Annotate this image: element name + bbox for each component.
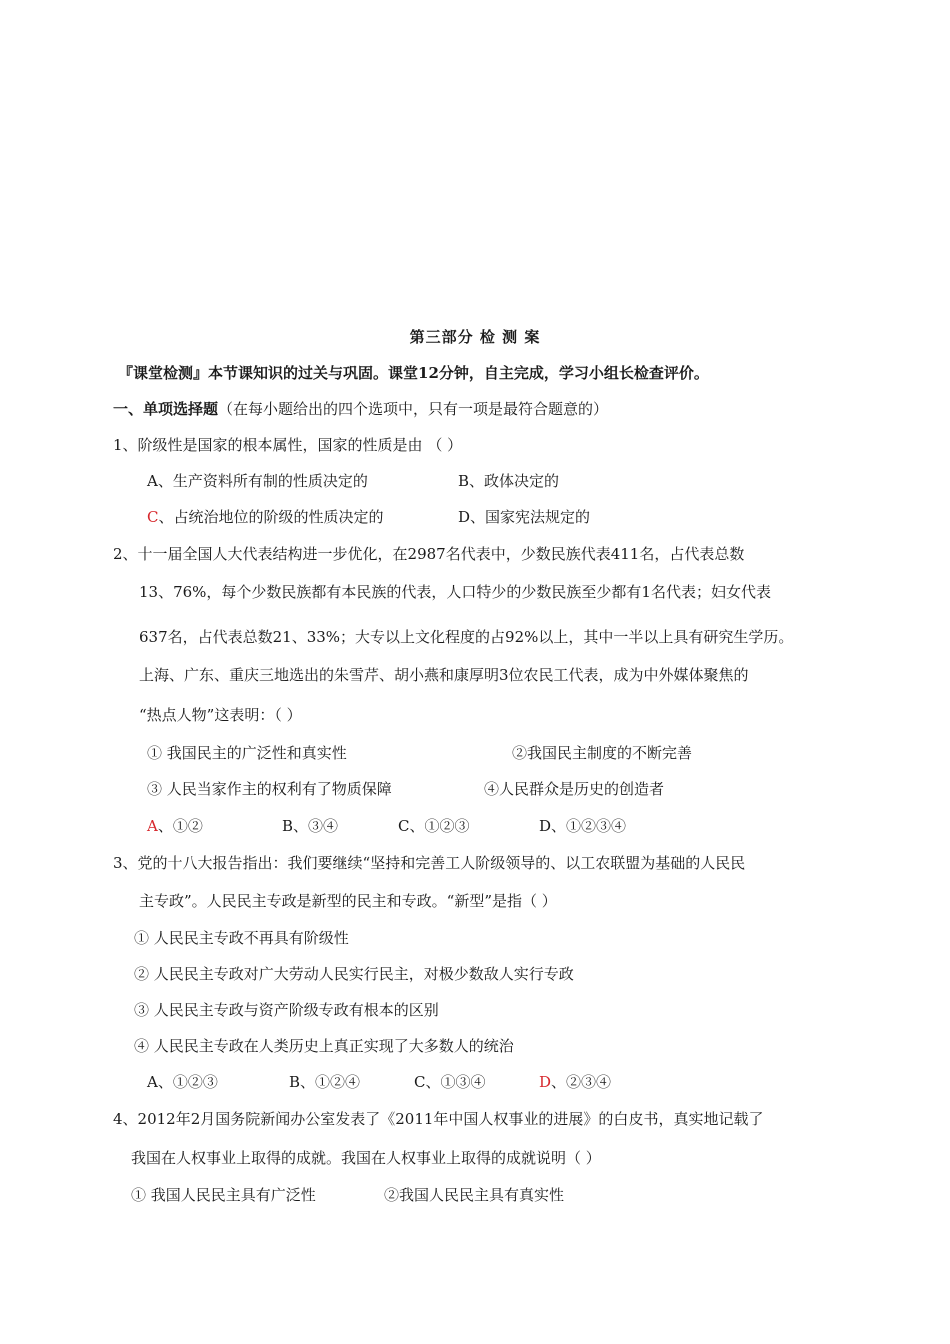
option-b [282, 815, 338, 837]
option-text: A [147, 1073, 158, 1091]
option-text: C [414, 1073, 426, 1091]
option-d [458, 506, 590, 528]
option-d [539, 1071, 611, 1093]
option-text: 、政体决定的 [469, 472, 560, 490]
option-a [147, 1071, 218, 1093]
option-text: C [398, 817, 410, 835]
question-stem-line: 2、十一届全国人大代表结构进一步优化，在2987名代表中，少数民族代表411名，占代表总数 [113, 545, 745, 563]
option-d [539, 815, 626, 837]
option-text: 、占统治地位的阶级的性质决定的 [158, 508, 384, 526]
option-text: 、①③④ [425, 1073, 486, 1091]
question-stem-line: 1、阶级性是国家的根本属性，国家的性质是由 （ ） [113, 436, 463, 454]
option-text: 、①②③ [409, 817, 470, 835]
option-text: D [458, 508, 471, 526]
option-text: 、①② [157, 817, 203, 835]
statement: ② 人民民主专政对广大劳动人民实行民主，对极少数敌人实行专政 [134, 965, 574, 983]
question-stem-line: 3、党的十八大报告指出：我们要继续“坚持和完善工人阶级领导的、以工农联盟为基础的人民民 [113, 854, 746, 872]
option-text: 、①②③ [157, 1073, 218, 1091]
question-stem-line: 13、76%，每个少数民族都有本民族的代表，人口特少的少数民族至少都有1名代表；妇女代表 [139, 583, 771, 601]
question-stem-line: 主专政”。人民民主专政是新型的民主和专政。“新型”是指（ ） [139, 892, 557, 910]
option-text: D [539, 817, 552, 835]
classroom-test-heading: 『课堂检测』本节课知识的过关与巩固。课堂12分钟，自主完成，学习小组长检查评价。 [118, 364, 709, 382]
option-text: 、生产资料所有制的性质决定的 [157, 472, 368, 490]
question-stem-line: 我国在人权事业上取得的成就。我国在人权事业上取得的成就说明（ ） [131, 1149, 601, 1167]
question-stem-line: “热点人物”这表明：（ ） [139, 706, 302, 724]
question-stem-line: 上海、广东、重庆三地选出的朱雪芹、胡小燕和康厚明3位农民工代表，成为中外媒体聚焦的 [139, 666, 749, 684]
statement: ③ 人民民主专政与资产阶级专政有根本的区别 [134, 1001, 439, 1019]
statement: ① 我国人民民主具有广泛性 [131, 1186, 316, 1204]
option-text: A [147, 472, 158, 490]
statement: ②我国民主制度的不断完善 [512, 744, 693, 762]
statement: ③ 人民当家作主的权利有了物质保障 [147, 780, 392, 798]
option-text: 、①②③④ [551, 817, 627, 835]
option-c [398, 815, 470, 837]
statement: ②我国人民民主具有真实性 [384, 1186, 565, 1204]
option-text: B [289, 1073, 301, 1091]
option-text: 、③④ [293, 817, 339, 835]
section-title: 第三部分 检 测 案 [409, 328, 541, 346]
question-stem-line: 4、2012年2月国务院新闻办公室发表了《2011年中国人权事业的进展》的白皮书，真实地记载了 [113, 1110, 764, 1128]
option-text: 、国家宪法规定的 [470, 508, 591, 526]
part-one-instruction: （在每小题给出的四个选项中，只有一项是最符合题意的） [218, 400, 609, 418]
option-b [458, 470, 559, 492]
option-c [147, 506, 384, 528]
question-stem-line: 637名，占代表总数21、33%；大专以上文化程度的占92%以上，其中一半以上具有研究生学历。 [139, 628, 794, 646]
statement: ④ 人民民主专政在人类历史上真正实现了大多数人的统治 [134, 1037, 514, 1055]
part-one-heading [113, 398, 608, 420]
answer-mark: D [539, 1073, 552, 1091]
answer-mark: C [147, 508, 159, 526]
option-a [147, 470, 368, 492]
option-text: B [458, 472, 470, 490]
option-b [289, 1071, 360, 1093]
part-one-label: 一、单项选择题 [113, 400, 219, 418]
statement: ① 人民民主专政不再具有阶级性 [134, 929, 349, 947]
option-c [414, 1071, 486, 1093]
option-text: B [282, 817, 294, 835]
option-text: 、②③④ [551, 1073, 612, 1091]
statement: ④人民群众是历史的创造者 [484, 780, 665, 798]
option-a [147, 815, 203, 837]
option-text: 、①②④ [300, 1073, 361, 1091]
answer-mark: A [147, 817, 158, 835]
statement: ① 我国民主的广泛性和真实性 [147, 744, 347, 762]
